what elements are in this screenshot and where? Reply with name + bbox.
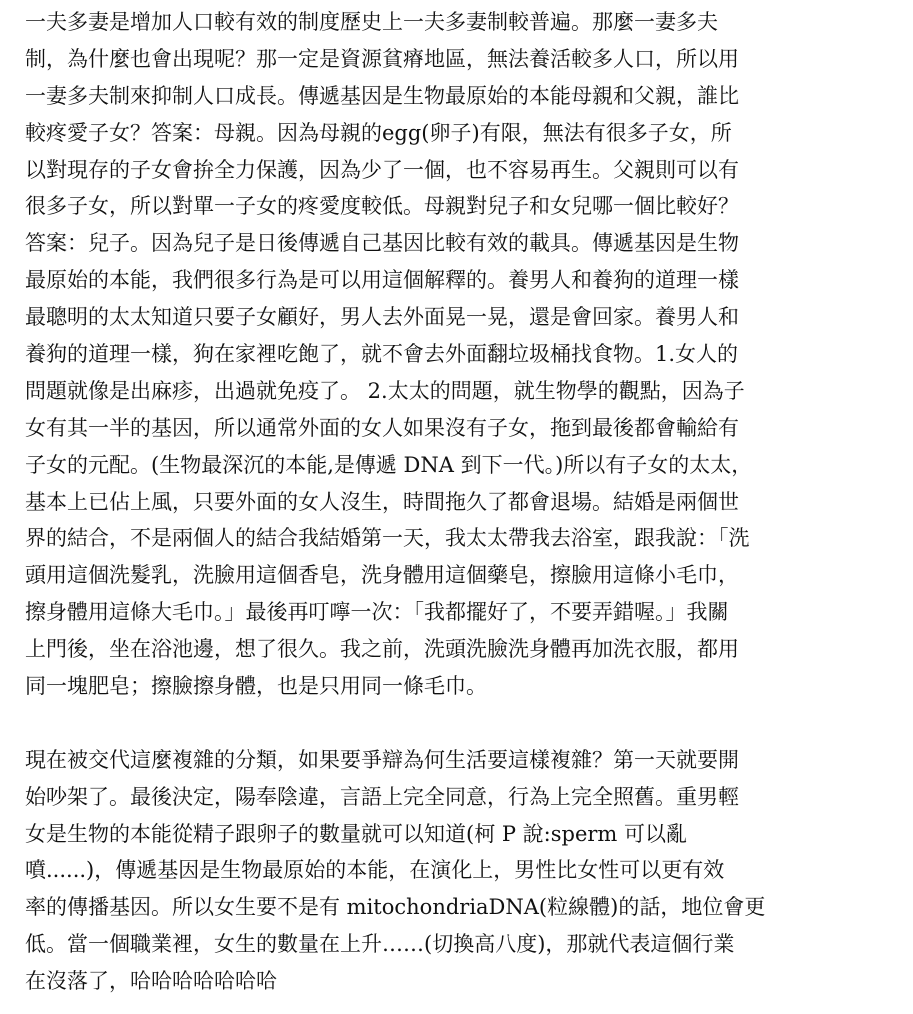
text-line: 率的傳播基因。所以女生要不是有 mitochondriaDNA(粒線體)的話，地位會更 — [25, 895, 766, 920]
text-line: 制，為什麼也會出現呢？那一定是資源貧瘠地區，無法養活較多人口，所以用 — [25, 46, 739, 71]
text-line: 低。當一個職業裡，女生的數量在上升……(切換高八度)，那就代表這個行業 — [25, 932, 735, 957]
document-body — [25, 4, 895, 1000]
text-line: 女是生物的本能從精子跟卵子的數量就可以知道(柯 P 說:sperm 可以亂 — [25, 821, 688, 846]
text-line: 最原始的本能，我們很多行為是可以用這個解釋的。養男人和養狗的道理一樣 — [25, 268, 739, 293]
paragraph-break — [25, 705, 895, 742]
text-line: 較疼愛子女？答案：母親。因為母親的egg(卵子)有限，無法有很多子女，所 — [25, 120, 732, 145]
text-line: 問題就像是出麻疹，出過就免疫了。 2.太太的問題，就生物學的觀點，因為子 — [25, 378, 745, 403]
text-line: 基本上已佔上風，只要外面的女人沒生，時間拖久了都會退場。結婚是兩個世 — [25, 489, 739, 514]
text-line: 養狗的道理一樣，狗在家裡吃飽了，就不會去外面翻垃圾桶找食物。1.女人的 — [25, 342, 739, 367]
text-line: 頭用這個洗髮乳，洗臉用這個香皂，洗身體用這個藥皂，擦臉用這條小毛巾， — [25, 563, 739, 588]
text-line: 界的結合，不是兩個人的結合我結婚第一天，我太太帶我去浴室，跟我說：「洗 — [25, 526, 750, 551]
text-line: 一妻多夫制來抑制人口成長。傳遞基因是生物最原始的本能母親和父親，誰比 — [25, 83, 739, 108]
text-line: 以對現存的子女會拚全力保護，因為少了一個，也不容易再生。父親則可以有 — [25, 157, 739, 182]
text-line: 很多子女，所以對單一子女的疼愛度較低。母親對兒子和女兒哪一個比較好？ — [25, 194, 739, 219]
text-line: 最聰明的太太知道只要子女顧好，男人去外面晃一晃，還是會回家。養男人和 — [25, 305, 739, 330]
text-line: 上門後，坐在浴池邊，想了很久。我之前，洗頭洗臉洗身體再加洗衣服，都用 — [25, 637, 739, 662]
text-line: 女有其一半的基因，所以通常外面的女人如果沒有子女，拖到最後都會輸給有 — [25, 415, 739, 440]
text-line: 現在被交代這麼複雜的分類，如果要爭辯為何生活要這樣複雜？第一天就要開 — [25, 747, 739, 772]
text-line: 子女的元配。(生物最深沉的本能,是傳遞 DNA 到下一代。)所以有子女的太太， — [25, 452, 753, 477]
text-line: 在沒落了，哈哈哈哈哈哈哈 — [25, 969, 277, 994]
text-line: 噴......)，傳遞基因是生物最原始的本能，在演化上，男性比女性可以更有效 — [25, 858, 725, 883]
text-line: 始吵架了。最後決定，陽奉陰違，言語上完全同意，行為上完全照舊。重男輕 — [25, 784, 739, 809]
text-line: 一夫多妻是增加人口較有效的制度歷史上一夫多妻制較普遍。那麼一妻多夫 — [25, 10, 718, 34]
text-line: 同一塊肥皂；擦臉擦身體，也是只用同一條毛巾。 — [25, 674, 487, 699]
text-line: 答案：兒子。因為兒子是日後傳遞自己基因比較有效的載具。傳遞基因是生物 — [25, 231, 739, 256]
text-line: 擦身體用這條大毛巾。」最後再叮嚀一次：「我都擺好了，不要弄錯喔。」我關 — [25, 600, 729, 625]
paragraph-1 — [25, 4, 895, 705]
paragraph-2 — [25, 742, 895, 1000]
